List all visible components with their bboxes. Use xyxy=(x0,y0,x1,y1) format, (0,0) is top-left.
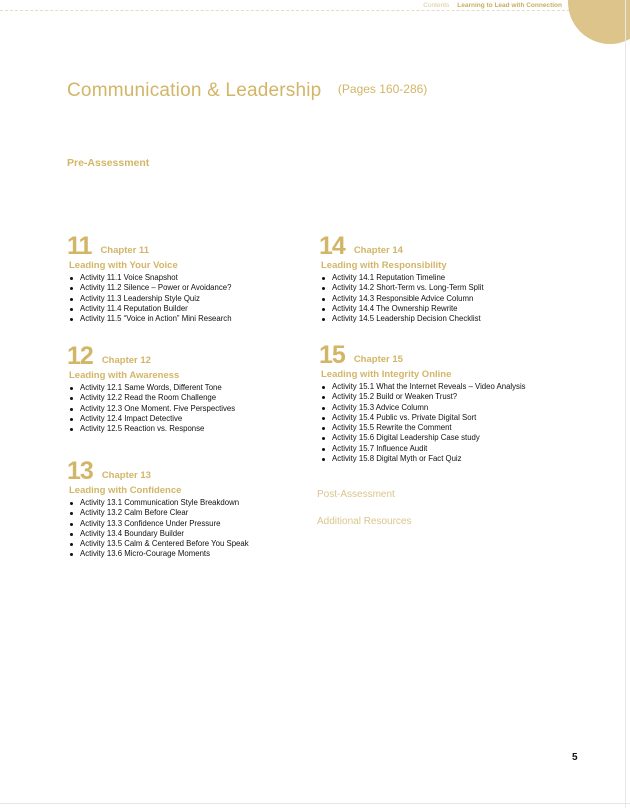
activity-list xyxy=(67,273,307,324)
footer-divider xyxy=(0,803,630,804)
chapter-subtitle: Leading with Responsibility xyxy=(321,260,447,271)
activity-item[interactable]: Activity 11.1 Voice Snapshot xyxy=(69,273,307,283)
chapter-subtitle: Leading with Your Voice xyxy=(69,260,178,271)
chapter-15-section xyxy=(319,343,589,464)
activity-item[interactable]: Activity 11.2 Silence – Power or Avoidance? xyxy=(69,283,307,293)
chapter-label[interactable]: Chapter 14 xyxy=(353,245,403,256)
chapter-subtitle: Leading with Integrity Online xyxy=(321,369,452,380)
chapter-subtitle: Leading with Confidence xyxy=(69,485,182,496)
chapter-number: 14 xyxy=(319,232,345,260)
activity-item[interactable]: Activity 11.4 Reputation Builder xyxy=(69,304,307,314)
chapter-number: 12 xyxy=(67,342,93,370)
activity-item[interactable]: Activity 14.4 The Ownership Rewrite xyxy=(321,304,559,314)
activity-item[interactable]: Activity 15.7 Influence Audit xyxy=(321,444,589,454)
chapter-14-section xyxy=(319,234,559,324)
page-range: (Pages 160-286) xyxy=(337,82,428,96)
chapter-heading xyxy=(67,234,307,259)
chapter-label[interactable]: Chapter 15 xyxy=(353,354,403,365)
chapter-subtitle: Leading with Awareness xyxy=(69,370,180,381)
page-title: Communication & Leadership xyxy=(67,80,322,101)
page-edge xyxy=(625,0,626,808)
chapter-12-section xyxy=(67,344,307,434)
activity-item[interactable]: Activity 15.6 Digital Leadership Case study xyxy=(321,433,589,443)
additional-resources-link[interactable]: Additional Resources xyxy=(317,516,412,527)
activity-item[interactable]: Activity 15.2 Build or Weaken Trust? xyxy=(321,392,589,402)
chapter-heading xyxy=(319,343,589,368)
activity-item[interactable]: Activity 15.8 Digital Myth or Fact Quiz xyxy=(321,454,589,464)
activity-item[interactable]: Activity 14.5 Leadership Decision Checklist xyxy=(321,314,559,324)
activity-item[interactable]: Activity 14.1 Reputation Timeline xyxy=(321,273,559,283)
chapter-label[interactable]: Chapter 13 xyxy=(101,470,151,481)
page-number: 5 xyxy=(572,752,578,763)
chapter-number: 15 xyxy=(319,341,345,369)
chapter-number: 13 xyxy=(67,457,93,485)
activity-item[interactable]: Activity 12.5 Reaction vs. Response xyxy=(69,424,307,434)
header-divider xyxy=(0,10,590,11)
chapter-label[interactable]: Chapter 12 xyxy=(101,355,151,366)
activity-item[interactable]: Activity 11.3 Leadership Style Quiz xyxy=(69,294,307,304)
activity-item[interactable]: Activity 12.1 Same Words, Different Tone xyxy=(69,383,307,393)
header-section-label: Learning to Lead with Connection xyxy=(457,2,562,9)
activity-item[interactable]: Activity 15.5 Rewrite the Comment xyxy=(321,423,589,433)
activity-item[interactable]: Activity 12.4 Impact Detective xyxy=(69,414,307,424)
activity-item[interactable]: Activity 14.2 Short-Term vs. Long-Term Split xyxy=(321,283,559,293)
chapter-11-section xyxy=(67,234,307,324)
chapter-heading xyxy=(67,344,307,369)
activity-list xyxy=(319,273,559,324)
activity-item[interactable]: Activity 13.5 Calm & Centered Before You Speak xyxy=(69,539,307,549)
activity-item[interactable]: Activity 12.2 Read the Room Challenge xyxy=(69,393,307,403)
chapter-heading xyxy=(67,459,307,484)
activity-item[interactable]: Activity 12.3 One Moment. Five Perspectives xyxy=(69,404,307,414)
activity-item[interactable]: Activity 15.3 Advice Column xyxy=(321,403,589,413)
header-contents-link[interactable]: Contents xyxy=(423,2,450,9)
activity-item[interactable]: Activity 13.1 Communication Style Breakdown xyxy=(69,498,307,508)
activity-item[interactable]: Activity 15.4 Public vs. Private Digital Sort xyxy=(321,413,589,423)
activity-list xyxy=(319,382,589,464)
pre-assessment-link[interactable]: Pre-Assessment xyxy=(67,157,150,169)
activity-item[interactable]: Activity 13.2 Calm Before Clear xyxy=(69,508,307,518)
activity-item[interactable]: Activity 11.5 “Voice in Action” Mini Research xyxy=(69,314,307,324)
activity-item[interactable]: Activity 15.1 What the Internet Reveals – Video Analysis xyxy=(321,382,589,392)
post-assessment-link[interactable]: Post-Assessment xyxy=(317,489,395,500)
activity-list xyxy=(67,498,307,560)
corner-decoration xyxy=(568,0,630,44)
activity-item[interactable]: Activity 13.4 Boundary Builder xyxy=(69,529,307,539)
activity-item[interactable]: Activity 13.6 Micro-Courage Moments xyxy=(69,549,307,559)
activity-list xyxy=(67,383,307,434)
chapter-heading xyxy=(319,234,559,259)
page-title-row xyxy=(67,80,427,102)
header-breadcrumb xyxy=(423,2,562,9)
chapter-13-section xyxy=(67,459,307,560)
chapter-label[interactable]: Chapter 11 xyxy=(100,245,150,256)
activity-item[interactable]: Activity 13.3 Confidence Under Pressure xyxy=(69,519,307,529)
activity-item[interactable]: Activity 14.3 Responsible Advice Column xyxy=(321,294,559,304)
chapter-number: 11 xyxy=(67,232,92,260)
